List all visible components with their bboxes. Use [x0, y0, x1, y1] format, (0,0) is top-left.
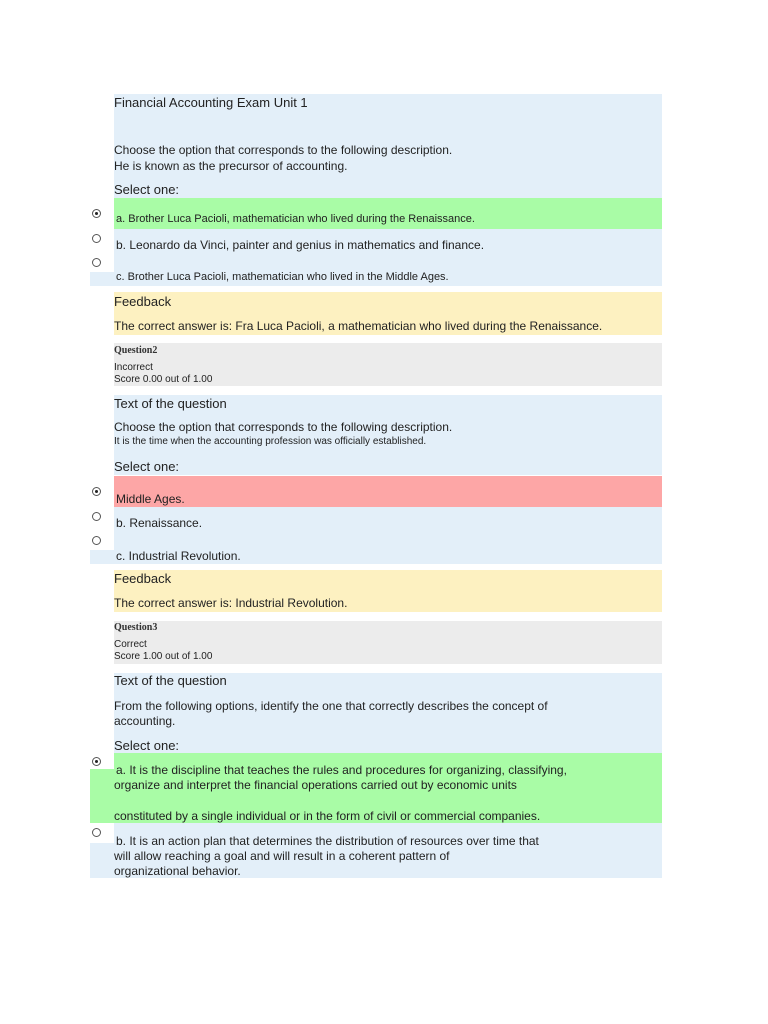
- q3-option-b-line2[interactable]: will allow reaching a goal and will result in a coherent pattern of: [114, 849, 450, 863]
- q2-option-a-label[interactable]: Middle Ages.: [116, 492, 185, 506]
- q1-option-a-radio[interactable]: [92, 209, 101, 218]
- q2-description: It is the time when the accounting profession was officially established.: [114, 436, 427, 447]
- q1-option-b-radio[interactable]: [92, 234, 101, 243]
- q1-option-c-label[interactable]: c. Brother Luca Pacioli, mathematician who lived in the Middle Ages.: [116, 271, 449, 283]
- q1-options-gutter-bg: [90, 272, 114, 286]
- q1-option-a-label[interactable]: a. Brother Luca Pacioli, mathematician who lived during the Renaissance.: [116, 213, 475, 225]
- q3-select-label: Select one:: [114, 738, 180, 753]
- q2-score: Score 0.00 out of 1.00: [114, 374, 213, 385]
- q2-option-a-radio[interactable]: [92, 487, 101, 496]
- q2-option-c-label[interactable]: c. Industrial Revolution.: [116, 549, 241, 563]
- q2-select-label: Select one:: [114, 459, 180, 474]
- q3-option-b-line3[interactable]: organizational behavior.: [114, 864, 241, 878]
- exam-title: Financial Accounting Exam Unit 1: [114, 95, 308, 110]
- q1-description: He is known as the precursor of accounting.: [114, 159, 348, 173]
- q3-text-label: Text of the question: [114, 673, 227, 688]
- q2-options-gutter-bg: [90, 550, 114, 564]
- q3-option-a-radio[interactable]: [92, 757, 101, 766]
- q3-heading: Question3: [114, 622, 158, 633]
- q2-text-label: Text of the question: [114, 396, 227, 411]
- q1-feedback-text: The correct answer is: Fra Luca Pacioli, a mathematician who lived during the Renaissance.: [114, 319, 603, 333]
- q1-feedback-label: Feedback: [114, 294, 172, 309]
- q1-option-c-radio[interactable]: [92, 258, 101, 267]
- q2-option-b-label[interactable]: b. Renaissance.: [116, 516, 203, 530]
- q2-status: Incorrect: [114, 362, 153, 373]
- q1-option-b-label[interactable]: b. Leonardo da Vinci, painter and genius in mathematics and finance.: [116, 238, 485, 252]
- q2-instruction: Choose the option that corresponds to the following description.: [114, 420, 453, 434]
- q2-option-b-radio[interactable]: [92, 512, 101, 521]
- q2-feedback-text: The correct answer is: Industrial Revolution.: [114, 596, 348, 610]
- q1-select-label: Select one:: [114, 182, 180, 197]
- q1-instruction: Choose the option that corresponds to the following description.: [114, 143, 453, 157]
- q3-option-a-line1[interactable]: a. It is the discipline that teaches the rules and procedures for organizing, classifying,: [116, 763, 567, 777]
- q2-heading: Question2: [114, 345, 158, 356]
- q3-option-a-line3[interactable]: constituted by a single individual or in the form of civil or commercial companies.: [114, 809, 541, 823]
- q3-instruction-line2: accounting.: [114, 714, 176, 728]
- q3-score: Score 1.00 out of 1.00: [114, 651, 213, 662]
- q3-option-b-radio[interactable]: [92, 828, 101, 837]
- q2-option-c-radio[interactable]: [92, 536, 101, 545]
- q3-instruction-line1: From the following options, identify the one that correctly describes the concept of: [114, 699, 548, 713]
- q3-option-a-line2[interactable]: organize and interpret the financial operations carried out by economic units: [114, 778, 517, 792]
- q2-feedback-label: Feedback: [114, 571, 172, 586]
- q3-option-b-line1[interactable]: b. It is an action plan that determines the distribution of resources over time that: [116, 834, 539, 848]
- q3-status: Correct: [114, 639, 147, 650]
